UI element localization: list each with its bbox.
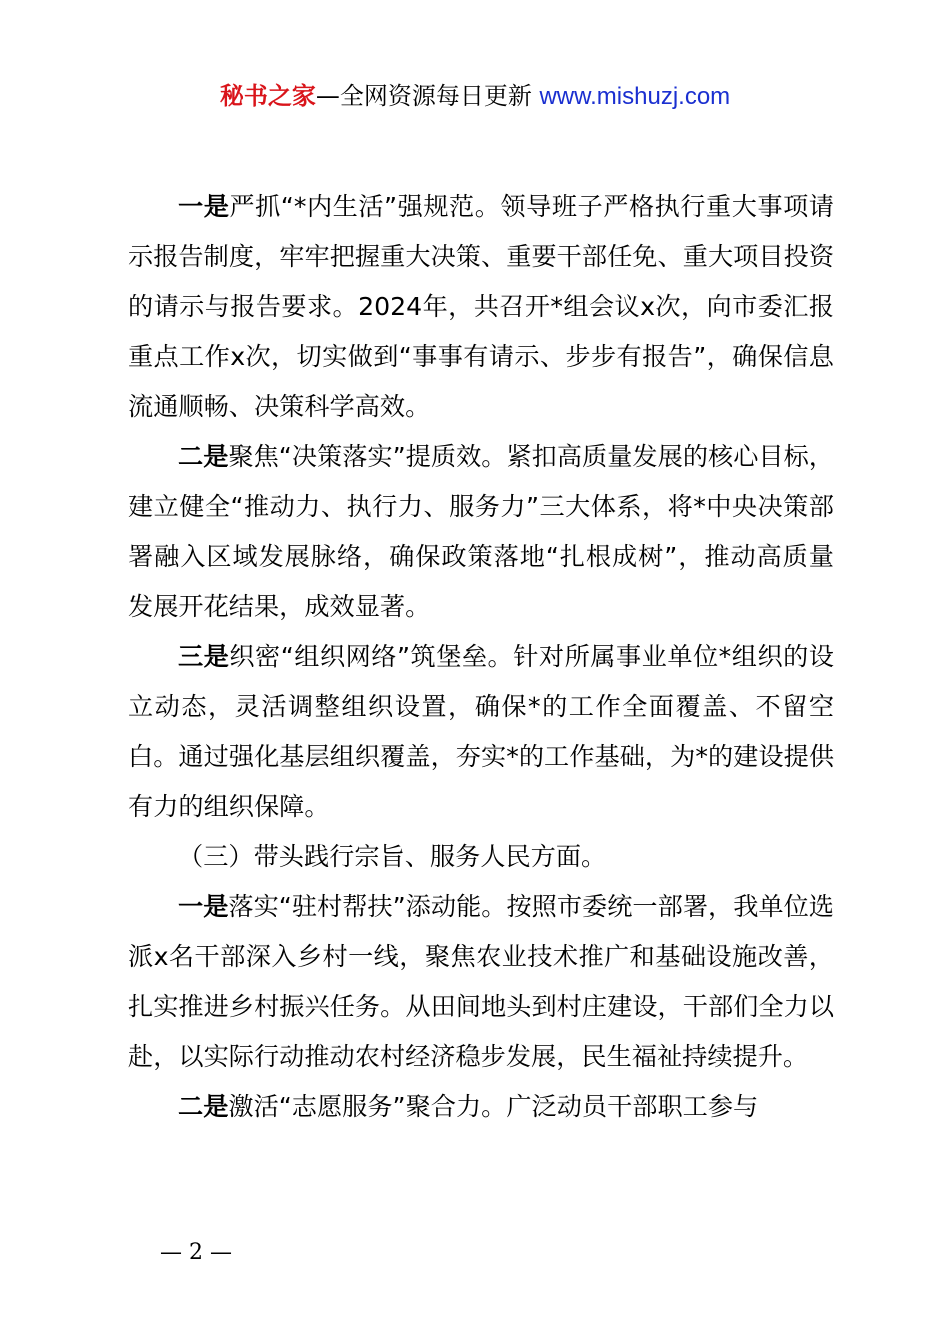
- document-body: [128, 182, 834, 1132]
- paragraph-4: [128, 882, 834, 1082]
- paragraph-text: 聚焦“决策落实”提质效。紧扣高质量发展的核心目标，建立健全“推动力、执行力、服务力”三大体系，将*中央决策部署融入区域发展脉络，确保政策落地“扎根成树”，推动高质量发展开花结果，成效显著。: [128, 442, 834, 621]
- paragraph-lead: 二是: [178, 442, 229, 471]
- header-tagline: —全网资源每日更新: [315, 82, 540, 110]
- site-header: [0, 80, 950, 113]
- brand-name: 秘书之家: [219, 82, 316, 110]
- paragraph-text: 落实“驻村帮扶”添动能。按照市委统一部署，我单位选派x名干部深入乡村一线，聚焦农业技术推广和基础设施改善，扎实推进乡村振兴任务。从田间地头到村庄建设，干部们全力以赴，以实际行动推动农村经济稳步发展，民生福祉持续提升。: [128, 892, 834, 1071]
- section-heading: [128, 832, 834, 882]
- paragraph-lead: 三是: [178, 642, 230, 671]
- paragraph-text: 激活“志愿服务”聚合力。广泛动员干部职工参与: [228, 1092, 759, 1121]
- site-url-link[interactable]: www.mishuzj.com: [539, 83, 731, 110]
- section-heading-text: （三）带头践行宗旨、服务人民方面。: [178, 842, 607, 871]
- paragraph-3: [128, 632, 834, 832]
- paragraph-lead: 二是: [178, 1092, 229, 1121]
- paragraph-1: [128, 182, 834, 432]
- paragraph-text: 严抓“*内生活”强规范。领导班子严格执行重大事项请示报告制度，牢牢把握重大决策、重要干部任免、重大项目投资的请示与报告要求。2024年，共召开*组会议x次，向市委汇报重点工作x次，切实做到“事事有请示、步步有报告”，确保信息流通顺畅、决策科学高效。: [128, 192, 834, 421]
- paragraph-lead: 一是: [178, 192, 230, 221]
- paragraph-text: 织密“组织网络”筑堡垒。针对所属事业单位*组织的设立动态，灵活调整组织设置，确保*的工作全面覆盖、不留空白。通过强化基层组织覆盖，夯实*的工作基础，为*的建设提供有力的组织保障。: [128, 642, 834, 821]
- paragraph-lead: 一是: [178, 892, 229, 921]
- paragraph-5: [128, 1082, 834, 1132]
- paragraph-2: [128, 432, 834, 632]
- page-number: — 2 —: [160, 1240, 232, 1265]
